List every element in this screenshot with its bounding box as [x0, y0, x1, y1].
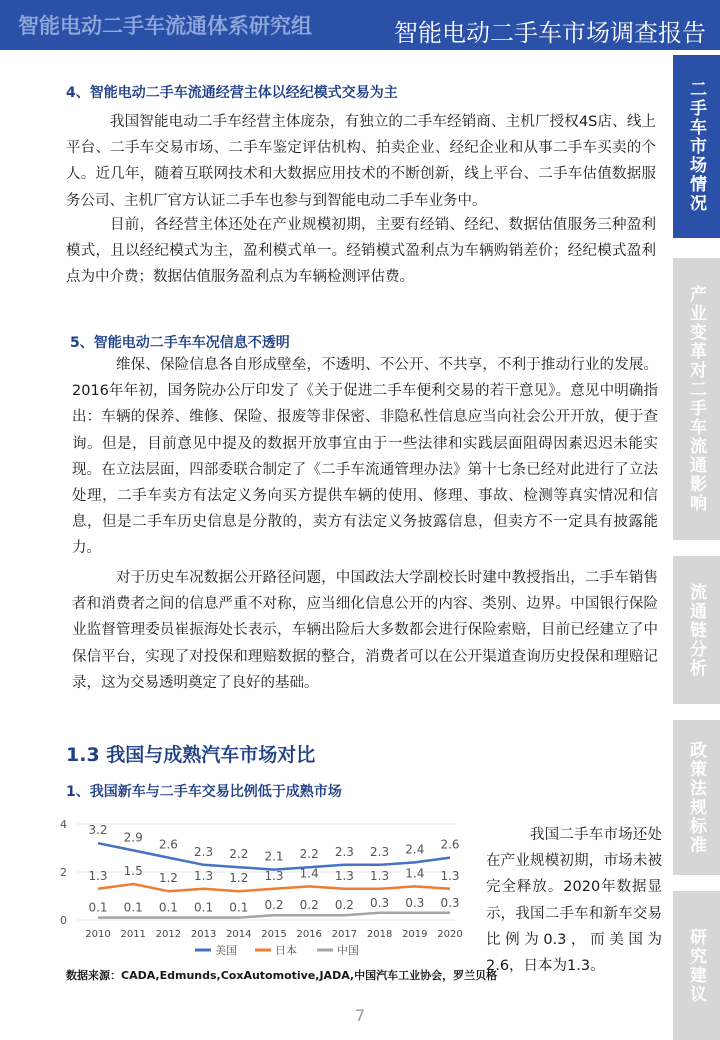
data-label: 2.4: [405, 842, 425, 857]
data-source: 数据来源：CADA,Edmunds,CoxAutomotive,JADA,中国汽车工业协会，罗兰贝格: [66, 969, 498, 982]
data-label: 1.3: [88, 868, 108, 883]
x-tick-label: 2014: [226, 929, 252, 940]
page-number: 7: [354, 1006, 366, 1025]
legend-label: 美国: [215, 944, 237, 957]
data-label: 0.1: [88, 900, 108, 915]
legend-label: 日本: [275, 944, 297, 957]
data-label: 0.2: [334, 898, 354, 913]
data-label: 3.2: [88, 823, 108, 838]
data-label: 0.3: [370, 895, 390, 910]
section13-subheading: 1、我国新车与二手车交易比例低于成熟市场: [66, 784, 342, 800]
legend-label: 中国: [337, 944, 359, 957]
data-label: 2.6: [440, 837, 460, 852]
x-tick-label: 2013: [190, 929, 217, 940]
section4-para2: 目前，各经营主体还处在产业规模初期，主要有经销、经纪、数据估值服务三种盈利模式，且以经纪模式为主，盈利模式单一。经销模式盈利点为车辆购销差价；经纪模式盈利点为中介费；数据估值服务盈利点为车辆检测评估费。: [66, 217, 656, 286]
x-tick-label: 2016: [296, 929, 322, 940]
data-label: 1.3: [264, 868, 284, 883]
tab-label: 二手车市场情况: [686, 80, 706, 213]
section5-para1: 维保、保险信息各自形成壁垒，不透明、不公开、不共享，不利于推动行业的发展。2016年年初，国务院办公厅印发了《关于促进二手车便利交易的若干意见》。意见中明确指出：车辆的保养、维修、保险、报废等非保密、非隐私性信息应当向社会公开开放，便于查询。但是，目前意见中提及的数据开放事宜由于一些法律和实践层面阻碍因素迟迟未能实现。在立法层面，四部委联合制定了《二手车流通管理办法》第十七条已经对此进行了立法处理，二手车卖方有法定义务向买方提供车辆的使用、修理、事故、检测等真实情况和信息，但是二手车历史信息是分散的，卖方有法定义务披露信息，但卖方不一定具有披露能力。: [72, 357, 658, 557]
data-label: 1.4: [299, 866, 319, 881]
data-label: 2.9: [123, 830, 143, 845]
org-name: 智能电动二手车流通体系研究组: [18, 14, 312, 38]
data-label: 0.2: [264, 898, 284, 913]
section4-para1: 我国智能电动二手车经营主体庞杂，有独立的二手车经销商、主机厂授权4S店、线上平台、二手车交易市场、二手车鉴定评估机构、拍卖企业、经纪企业和从事二手车买卖的个人。近几年，随着互联网技术和大数据应用技术的不断创新，线上平台、二手车估值数据服务公司、主机厂官方认证二手车也参与到智能电动二手车业务中。: [66, 114, 656, 209]
x-tick-label: 2017: [331, 929, 358, 940]
data-label: 2.3: [370, 844, 390, 859]
data-label: 0.3: [440, 895, 460, 910]
tab-market-status[interactable]: [673, 55, 720, 238]
x-tick-label: 2019: [402, 929, 428, 940]
data-label: 0.1: [123, 900, 143, 915]
data-label: 1.2: [158, 871, 178, 886]
data-label: 1.3: [194, 868, 214, 883]
data-label: 1.2: [229, 871, 249, 886]
side-text: 我国二手车市场还处在产业规模初期，市场未被完全释放。2020年数据显示，我国二手车和新车交易比例为0.3，而美国为2.6，日本为1.3。: [486, 827, 662, 975]
data-label: 1.5: [123, 864, 143, 878]
header-bar: [0, 0, 720, 50]
section5-para2: 对于历史车况数据公开路径问题，中国政法大学副校长时建中教授指出，二手车销售者和消费者之间的信息严重不对称，应当细化信息公开的内容、类别、边界。中国银行保险业监督管理委员崔振海处长表示，车辆出险后大多数都会进行保险索赔，目前已经建立了中保信平台，实现了对投保和理赔数据的整合，消费者可以在公开渠道查询历史投保和理赔记录，这为交易透明奠定了良好的基础。: [72, 570, 658, 691]
tab-label: 流通链分析: [686, 582, 706, 678]
tab-label: 研究建议: [686, 927, 706, 1004]
data-label: 2.6: [158, 837, 178, 852]
data-label: 0.2: [299, 898, 319, 913]
section5-heading: 5、智能电动二手车车况信息不透明: [70, 335, 290, 351]
data-label: 1.3: [370, 868, 390, 883]
section13-heading: 1.3 我国与成熟汽车市场对比: [66, 744, 316, 766]
tab-industry-change[interactable]: [673, 258, 720, 540]
data-label: 2.2: [229, 847, 249, 862]
tab-label: 政策法规标准: [686, 740, 706, 855]
data-label: 2.1: [264, 849, 284, 864]
data-label: 2.2: [299, 847, 319, 862]
tab-chain-analysis[interactable]: [673, 556, 720, 704]
data-label: 0.1: [194, 900, 214, 915]
data-label: 2.3: [194, 844, 214, 859]
data-label: 0.1: [158, 900, 178, 915]
tab-policy[interactable]: [673, 720, 720, 875]
data-label: 1.3: [440, 868, 460, 883]
x-tick-label: 2012: [155, 929, 182, 940]
data-label: 1.4: [405, 866, 425, 881]
y-tick-label: 4: [60, 818, 67, 831]
data-label: 2.3: [334, 844, 354, 859]
y-tick-label: 2: [60, 866, 67, 879]
section4-heading: 4、智能电动二手车流通经营主体以经纪模式交易为主: [66, 85, 398, 101]
data-label: 0.3: [405, 895, 425, 910]
x-tick-label: 2010: [85, 929, 111, 940]
tab-label: 产业变革对二手车流通影响: [686, 285, 706, 513]
x-tick-label: 2011: [120, 929, 146, 940]
data-label: 0.1: [229, 900, 249, 915]
x-tick-label: 2020: [437, 929, 463, 940]
y-tick-label: 0: [60, 914, 67, 927]
x-tick-label: 2015: [261, 929, 287, 940]
report-title: 智能电动二手车市场调查报告: [394, 19, 706, 47]
data-label: 1.3: [334, 868, 354, 883]
x-tick-label: 2018: [366, 929, 393, 940]
ratio-line-chart: [55, 808, 470, 968]
